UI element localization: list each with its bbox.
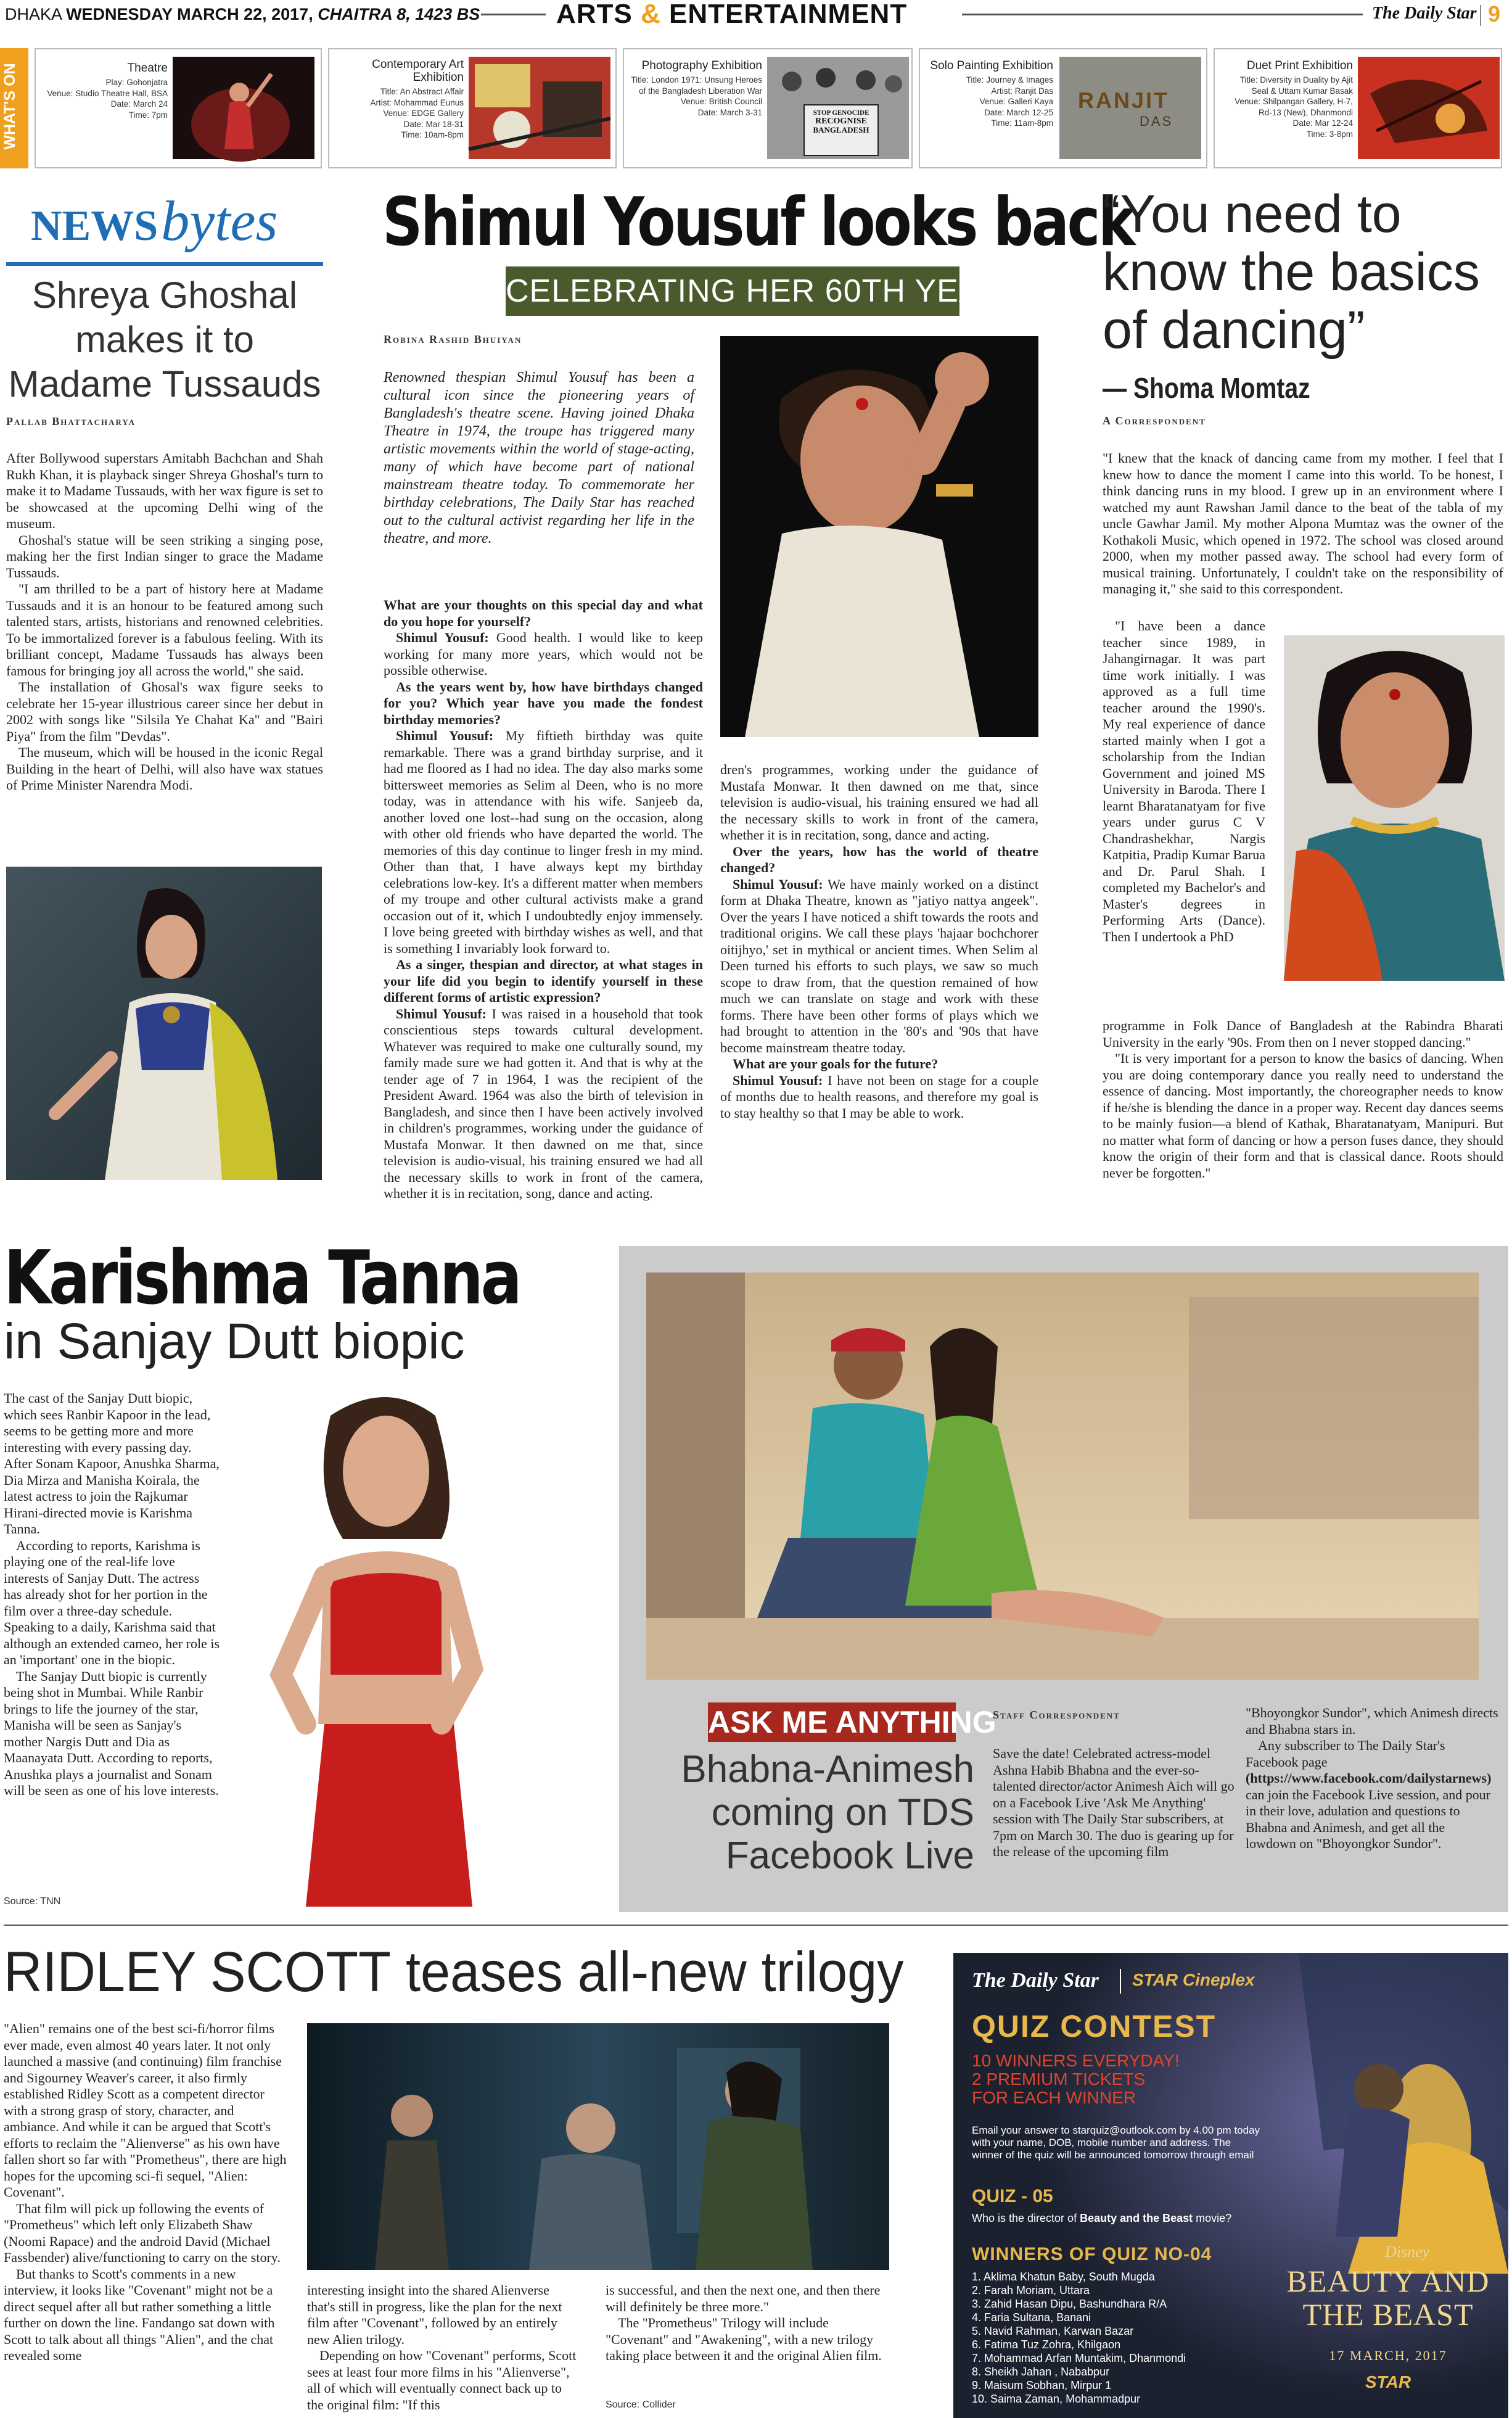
event-photo-abstract-art — [469, 57, 610, 159]
event-card-duet-print[interactable] — [1214, 48, 1502, 168]
poster-star-logo: STAR — [1365, 2372, 1411, 2391]
page-number: 9 — [1488, 1, 1501, 27]
event-title: Solo Painting Exhibition — [930, 59, 1053, 72]
section-divider — [4, 1925, 1508, 1926]
news-bytes-logo — [31, 188, 277, 254]
karishma-headline: Karishma Tanna — [4, 1236, 520, 1321]
event-card-solo-painting[interactable] — [919, 48, 1207, 168]
quiz-winners-title: WINNERS OF QUIZ NO-04 — [972, 2244, 1212, 2264]
winner-item: 8. Sheikh Jahan , Nababpur — [972, 2366, 1110, 2378]
quiz-prize: 10 WINNERS EVERYDAY! 2 PREMIUM TICKETS FOR EACH WINNER — [972, 2051, 1180, 2107]
shreya-photo — [6, 867, 322, 1180]
event-title: Contemporary Art Exhibition — [372, 58, 464, 84]
shoma-continued: programme in Folk Dance of Bangladesh at the Rabindra Bharati University in the early '90s. From then on I never stopped dancing." "It is very important for a person to know the basics of dancing. When you are doing contemporary dance you really need to understand the essence of dancing. Most importantly, the choreographer needs to know if he/she is blending the dance in a proper way. Recent day dances seems to be mainly fusion—a blend of Kathak, Bharatanatyam, Manipuri. But no matter what form of dancing or how a person fuses dance, they should know the origin of their form and that is classical dance. Roots should never be forgotten." — [1103, 1018, 1503, 1181]
winner-item: 7. Mohammad Arfan Muntakim, Dhanmondi — [972, 2352, 1186, 2364]
dateline — [5, 5, 480, 24]
shimul-question: As a singer, thespian and director, at what stages in your life did you begin to identify yourself in these different forms of artistic expression? — [384, 957, 703, 1005]
page-header — [0, 0, 1512, 36]
poster-brand: Disney — [1385, 2243, 1430, 2261]
event-info: Title: Diversity in Duality by Ajit Seal & Uttam Kumar Basak Venue: Shilpangan Gallery, H-7, Rd-13 (New), Dhanmondi Date: Mar 12-24 Time: 3-8pm — [1235, 75, 1353, 139]
karishma-subhead: in Sanjay Dutt biopic — [4, 1313, 465, 1369]
ama-headline: Bhabna-Animesh coming on TDS Facebook Live — [681, 1748, 974, 1877]
shimul-intro: Renowned thespian Shimul Yousuf has been a cultural icon since the pioneering years of Bangladesh's theatre scene. Having joined Dhaka Theatre in 1974, the troupe has triggered many artistic movements within the world of stage-acting, many of which have become part of national mainstream theatre today. To commemorate her birthday celebrations, The Daily Star has reached out to the cultural activist regarding her life in the theatre, and more. — [384, 369, 694, 547]
section-title-arts: ARTS — [556, 0, 633, 29]
dateline-bangla: CHAITRA 8, 1423 BS — [318, 5, 480, 23]
ridley-col3: is successful, and then the next one, and then there will definitely be three more." The "Prometheus" Trilogy will include "Covenant" and "Awakening", with a new trilogy taking place between it and the original Alien film. — [606, 2282, 882, 2363]
shimul-headline: Shimul Yousuf looks back — [382, 184, 1134, 261]
quiz-masthead-divider — [1120, 1969, 1121, 1994]
winner-item: 9. Maisum Sobhan, Mirpur 1 — [972, 2379, 1112, 2391]
section-title-entertainment: ENTERTAINMENT — [669, 0, 908, 29]
news-bytes-rule — [6, 262, 323, 266]
ama-col1: Save the date! Celebrated actress-model Ashna Habib Bhabna and the ever-so-talented director/actor Animesh Aich will go on a Facebook Live 'Ask Me Anything' session with The Daily Star subscribers, at 7pm on March 30. The duo is gearing up for the release of the upcoming film — [993, 1746, 1235, 1859]
event-info: Title: Journey & Images Artist: Ranjit Das Venue: Galleri Kaya Date: March 12-25 Time: 11am-8pm — [966, 75, 1053, 128]
poster-title: BEAUTY AND THE BEAST — [1286, 2264, 1490, 2332]
event-title: Theatre — [127, 62, 168, 75]
section-title-amp: & — [641, 0, 661, 29]
quiz-winners-list — [972, 2270, 1186, 2406]
shreya-headline: Shreya Ghoshal makes it to Madame Tussauds — [8, 274, 321, 405]
shimul-kicker: CELEBRATING HER 60TH YEAR — [506, 266, 959, 316]
winner-item: 6. Fatima Tuz Zohra, Khilgaon — [972, 2338, 1121, 2351]
event-photo-liberation-war — [767, 57, 909, 159]
event-title: Duet Print Exhibition — [1246, 59, 1353, 72]
dateline-date: WEDNESDAY MARCH 22, 2017, — [66, 5, 313, 23]
shimul-question: As the years went by, how have birthdays changed for you? Which year have you made the fondest birthday memories? — [384, 679, 703, 727]
whats-on-label-text: WHAT'S ON — [1, 63, 18, 150]
winner-item: 5. Navid Rahman, Karwan Bazar — [972, 2325, 1134, 2337]
ridley-col2: interesting insight into the shared Alienverse that's still in progress, like the plan for the next film after "Covenant", followed by an entirely new Alien trilogy. Depending on how "Covenant" performs, Scott sees at least four more films in his "Alienverse", all of which will eventually connect back up to the original film: "If this — [307, 2282, 577, 2412]
header-divider — [1480, 5, 1481, 26]
facebook-link[interactable]: (https://www.facebook.com/dailystarnews) — [1246, 1770, 1492, 1786]
event-photo-duet-print — [1358, 57, 1500, 159]
event-card-theatre[interactable] — [35, 48, 322, 168]
shoma-attribution: — Shoma Momtaz — [1103, 372, 1310, 404]
quiz-number: QUIZ - 05 — [972, 2186, 1053, 2206]
shimul-question: What are your thoughts on this special day and what do you hope for yourself? — [384, 597, 703, 629]
karishma-body: The cast of the Sanjay Dutt biopic, which sees Ranbir Kapoor in the lead, seems to be getting more and more interesting with every passing day. After Sonam Kapoor, Anushka Sharma, Dia Mirza and Manisha Koirala, the latest actress to join the Rajkumar Hirani-directed movie is Karishma Tanna. According to reports, Karishma is playing one of the real-life love interests of Sanjay Dutt. The actress has already shot for her portion in the film over a three-day schedule. Speaking to a daily, Karishma said that although an extended cameo, her role is an 'important' one in the biopic. The Sanjay Dutt biopic is currently being shot in Mumbai. While Ranbir brings to life the journey of the star, Manisha will be seen as Sanjay's mother Nargis Dutt and Dia as Maanayata Dutt. According to reports, Anushka plays a journalist and Sonam will be seen as one of his love interests. — [4, 1390, 220, 1798]
protest-placard: STOP GENOCIDE RECOGNISE BANGLADESH — [813, 109, 869, 134]
event-card-photography[interactable] — [623, 48, 913, 168]
alien-covenant-photo — [307, 2023, 889, 2270]
bytes-logo-text: bytes — [161, 189, 278, 252]
shoma-narrow-col: "I have been a dance teacher since 1989, in Jahangirnagar. It was part time work initially. I was approved as a full time teacher around the 1990's. My real experience of dance started mainly when I got a scholarship from the Indian Government and joined MS University in Baroda. There I learnt Bharatanatyam for five years under gurus C V Chandrashekhar, Nargis Katpitia, Pradip Kumar Barua and Dr. Parul Shah. I completed my Bachelor's and Master's degrees in Performing Arts (Dance). Then I undertook a PhD — [1103, 618, 1265, 944]
event-photo-ranjit-das — [1059, 57, 1201, 159]
ridley-col1: "Alien" remains one of the best sci-fi/horror films ever made, even almost 40 years later. It not only launched a massive (and continuing) film franchise and Sigourney Weaver's career, it also firmly established Ridley Scott as a competent director with a strong grasp of story, character, and ambiance. And while it can be argued that Scott's efforts to reclaim the "Alienverse" as his own have fallen short so far with "Prometheus", there are high hopes for the upcoming sci-fi sequel, "Alien: Covenant". That film will pick up following the events of "Prometheus" which left only Elizabeth Shaw (Noomi Rapace) and the android David (Michael Fassbender) alive/functioning to carry on the story. But thanks to Scott's comments in a new interview, it looks like "Covenant" might not be a direct sequel after all but rather something a little further on down the line. Fandango sat down with Scott to talk about all things "Alien", and the chat revealed some — [4, 2021, 287, 2363]
news-logo-text: NEWS — [31, 202, 158, 250]
event-info: Title: An Abstract Affair Artist: Mohammad Eunus Venue: EDGE Gallery Date: Mar 18-31 Time: 10am-8pm — [370, 87, 464, 139]
ridley-headline-rest: teases all-new trilogy — [405, 1941, 904, 2003]
a3-continued: dren's programmes, working under the guidance of Mustafa Monwar. It then dawned on me that, since television is audio-visual, his training ensured we had all the necessary skills to work in front of the camera, whether it is in recitation, song, dance and acting. — [720, 762, 1038, 843]
shoma-quote: “You need to know the basics of dancing” — [1103, 184, 1480, 360]
winner-item: 10. Saima Zaman, Mohammadpur — [972, 2393, 1141, 2405]
event-info: Play: Gohonjatra Venue: Studio Theatre Hall, BSA Date: March 24 Time: 7pm — [47, 78, 168, 120]
shreya-byline: Pallab Bhattacharya — [6, 415, 136, 427]
ama-byline: Staff Correspondent — [993, 1709, 1120, 1721]
quiz-question: Who is the director of Beauty and the Beast movie? — [972, 2212, 1232, 2224]
ranjit-sign: RANJIT — [1078, 88, 1170, 113]
quiz-instructions: Email your answer to starquiz@outlook.com by 4.00 pm today with your name, DOB, mobile number and address. The winner of the quiz will be announced tomorrow through email — [972, 2124, 1260, 2161]
karishma-source: Source: TNN — [4, 1896, 61, 1907]
dateline-city: DHAKA — [5, 5, 62, 23]
shimul-photo — [720, 336, 1038, 737]
shreya-body: After Bollywood superstars Amitabh Bachchan and Shah Rukh Khan, it is playback singer Shreya Ghoshal's turn to make it to Madame Tussauds, with her wax figure is set to be showcased at the upcoming Delhi wing of the museum. Ghoshal's statue will be seen striking a singing pose, making her the first Indian singer to grace the Madame Tussauds. "I am thrilled to be a part of history here at Madame Tussauds and it is an honour to be featured among such talented stars, artists, historians and renowned celebrities. To be immortalized forever is a fabulous feeling. With its brilliant concept, Madame Tussauds has always been famous for bringing joy all across the world," she said. The installation of Ghosal's wax figure seeks to celebrate her 15-year illustrious career since her debut in 2002 with songs like "Silsila Ye Chahat Ka" and "Bairi Piya" from the film "Devdas". The museum, which will be housed in the iconic Regal Building in the heart of Delhi, will also have wax statues of Prime Minister Narendra Modi. — [6, 450, 323, 793]
event-info: Title: London 1971: Unsung Heroes of the Bangladesh Liberation War Venue: British Council Date: March 3-31 — [631, 75, 762, 117]
ridley-headline — [4, 1940, 903, 2005]
shoma-intro: "I knew that the knack of dancing came from my mother. I feel that I knew how to dance the moment I came into this world. To be honest, I think dancing runs in my blood. I grew up in an environment where I watched my aunt Rawshan Jamil dance to the beat of the tabla of my uncle Gawhar Jamil. My mother Alpona Mumtaz was the owner of the Kothakoli Music, which opened in 1972. The school was closed around 2000, when my mother passed away. The school had every form of musical training. Unfortunately, I couldn't take on the responsibility of managing it," she said to this correspondent. — [1103, 450, 1503, 596]
star-cineplex-logo: STAR Cineplex — [1132, 1970, 1255, 1989]
event-title: Photography Exhibition — [641, 59, 762, 72]
karishma-photo — [238, 1379, 555, 1907]
header-rule-left — [481, 14, 546, 15]
quiz-panel — [953, 1953, 1508, 2418]
shimul-col1: What are your thoughts on this special day and what do you hope for yourself? Shimul Yousuf: Good health. I would like to keep working for many more years, which would not be possible otherwise. As the years went by, how have birthdays changed for you? Which year have you made the fondest birthday memories? Shimul Yousuf: My fiftieth birthday was quite remarkable. There was a grand birthday surprise, and it had me floored as I had no idea. The day also marks some bittersweet memories as Selim al Deen, who is no more today, was in attendance with his wife. Sanjeeb da, another loved one lost--had sung on the occasion, along with other old friends who have departed the world. The memories of this day continue to linger fresh in my mind. Other than that, I have always kept my birthday celebrations low-key. It's a different matter when members of my troupe and other cultural activists make a grand occasion out of it, which I undoubtedly enjoy immensely. I love being greeted with birthday wishes as well, and that is something I invariably look forward to. As a singer, thespian and director, at what stages in your life did you begin to identify yourself in these different forms of artistic expression? Shimul Yousuf: I was raised in a household that took conscientious steps towards cultural development. Whatever was required to make one culturally sound, my family made sure we had gotten it. And that is why at the tender age of 7 in 1964, I was the recipient of the President Award. 1964 was also the birth of television in Bangladesh, and since then I have been actively involved in children's programmes, working under the guidance of Mustafa Monwar. It then dawned on me that, since television is audio-visual, his training ensured we had all the necessary skills to work in front of the camera, whether it is in recitation, song, dance and acting. — [384, 597, 703, 1201]
winner-item: 2. Farah Moriam, Uttara — [972, 2284, 1090, 2296]
winner-item: 3. Zahid Hasan Dipu, Bashundhara R/A — [972, 2298, 1167, 2310]
shoma-byline: A Correspondent — [1103, 415, 1206, 427]
event-card-contemporary-art[interactable] — [328, 48, 617, 168]
ama-badge: ASK ME ANYTHING — [708, 1702, 956, 1742]
shimul-question: Over the years, how has the world of theatre changed? — [720, 843, 1038, 875]
poster-date: 17 MARCH, 2017 — [1329, 2348, 1447, 2363]
shimul-byline: Robina Rashid Bhuiyan — [384, 333, 522, 345]
shimul-question: What are your goals for the future? — [733, 1056, 939, 1071]
header-rule-right — [962, 14, 1363, 15]
section-title — [556, 0, 907, 30]
quiz-title: QUIZ CONTEST — [972, 2009, 1217, 2044]
winner-item: 1. Aklima Khatun Baby, South Mugda — [972, 2271, 1155, 2283]
event-photo-theatre — [173, 57, 314, 159]
winner-item: 4. Faria Sultana, Banani — [972, 2311, 1091, 2324]
whats-on-label — [0, 48, 28, 168]
ridley-headline-name: RIDLEY SCOTT — [4, 1941, 391, 2003]
shoma-photo — [1284, 635, 1505, 981]
ama-photo — [646, 1273, 1479, 1680]
ama-col2: "Bhoyongkor Sundor", which Animesh directs and Bhabna stars in. Any subscriber to The Daily Star's Facebook page (https://www.facebook.com/dailystarnews) can join the Facebook Live session, and pour in their love, adulation and questions to Bhabna and Animesh, and get all the lowdown on "Bhoyongkor Sundor". — [1246, 1705, 1498, 1851]
shimul-col2: dren's programmes, working under the guidance of Mustafa Monwar. It then dawned on me that, since television is audio-visual, his training ensured we had all the necessary skills to work in front of the camera, whether it is in recitation, song, dance and acting. Over the years, how has the world of theatre changed? Shimul Yousuf: We have mainly worked on a distinct form at Dhaka Theatre, known as "jatiyo nattya angeek". Over the years I have noticed a shift towards the roots and traditional origins. We call these plays 'hajaar bochchorer oitijhyo,' set in mythical or ancient times. When Selim al Deen turned his efforts to such plays, we saw so much scope to draw from, that the question remained of how much we can translate on stage and work with these forms. There have been other forms of plays which we had brought to attention in the '80's and '90s that have become mainstream theatre today. What are your goals for the future? Shimul Yousuf: I have not been on stage for a couple of months due to health reasons, and therefore my goal is to stay healthy so that I may be able to work. — [720, 762, 1038, 1121]
masthead-logo: The Daily Star — [1372, 4, 1477, 23]
ranjit-sign-das: DAS — [1140, 113, 1173, 129]
ridley-source: Source: Collider — [606, 2399, 676, 2410]
quiz-masthead: The Daily Star — [972, 1969, 1099, 1992]
